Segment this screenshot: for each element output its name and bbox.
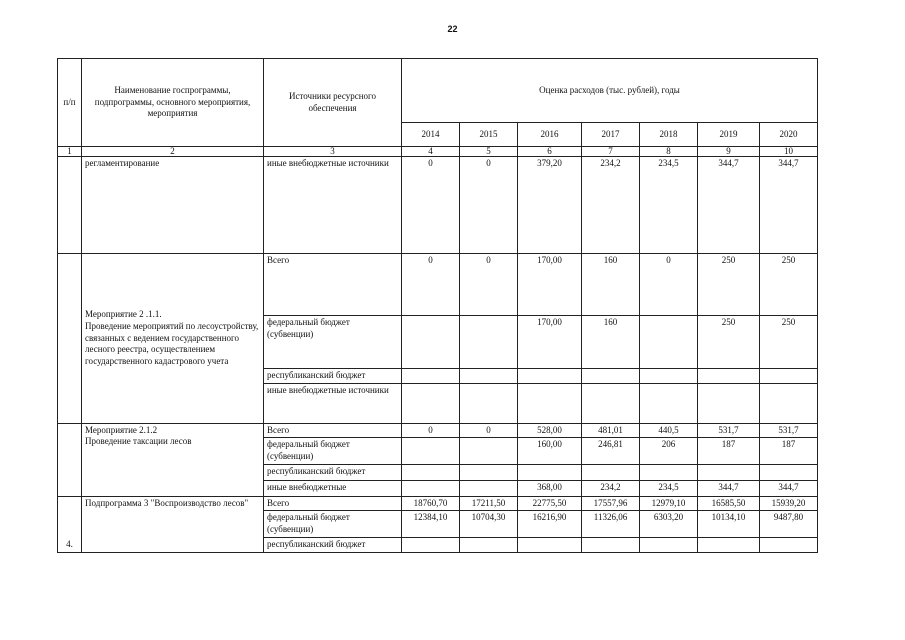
row-name: Мероприятие 2 .1.1. Проведение мероприятий по лесоустройству, связанных с ведением государственного лесного реестра, осуществлением государственного кадастрового учета xyxy=(82,254,264,424)
value-cell xyxy=(760,537,818,552)
index-cell: 4 xyxy=(402,147,460,157)
index-cell: 10 xyxy=(760,147,818,157)
value-cell xyxy=(582,369,640,384)
value-cell: 16216,90 xyxy=(518,511,582,537)
header-costs: Оценка расходов (тыс. рублей), годы xyxy=(402,59,818,123)
value-cell xyxy=(760,464,818,480)
value-cell: 481,01 xyxy=(582,423,640,438)
row-name: Подпрограмма 3 "Воспроизводство лесов" xyxy=(82,496,264,552)
year-2016: 2016 xyxy=(518,123,582,147)
index-cell: 6 xyxy=(518,147,582,157)
value-cell xyxy=(402,438,460,464)
index-cell: 2 xyxy=(82,147,264,157)
row-num: 4. xyxy=(58,496,82,552)
row-source: иные внебюджетные источники xyxy=(264,383,402,423)
value-cell: 0 xyxy=(640,254,698,316)
budget-table xyxy=(57,58,818,553)
year-2017: 2017 xyxy=(582,123,640,147)
value-cell: 250 xyxy=(698,254,760,316)
value-cell: 0 xyxy=(402,157,460,254)
value-cell: 10704,30 xyxy=(460,511,518,537)
value-cell: 250 xyxy=(760,254,818,316)
index-cell: 1 xyxy=(58,147,82,157)
value-cell xyxy=(402,383,460,423)
row-num xyxy=(58,254,82,424)
value-cell: 234,2 xyxy=(582,157,640,254)
value-cell xyxy=(518,369,582,384)
page-number: 22 xyxy=(447,24,458,34)
value-cell: 160,00 xyxy=(518,438,582,464)
table-row xyxy=(58,254,818,316)
value-cell: 234,2 xyxy=(582,480,640,496)
index-cell: 3 xyxy=(264,147,402,157)
value-cell xyxy=(640,383,698,423)
value-cell xyxy=(402,537,460,552)
index-cell: 5 xyxy=(460,147,518,157)
table-row xyxy=(58,423,818,438)
table-row xyxy=(58,496,818,511)
value-cell xyxy=(640,316,698,369)
value-cell xyxy=(582,383,640,423)
value-cell xyxy=(460,464,518,480)
value-cell: 10134,10 xyxy=(698,511,760,537)
value-cell xyxy=(460,480,518,496)
year-2015: 2015 xyxy=(460,123,518,147)
value-cell: 234,5 xyxy=(640,480,698,496)
row-source: федеральный бюджет (субвенции) xyxy=(264,438,402,464)
value-cell: 344,7 xyxy=(698,157,760,254)
value-cell xyxy=(402,369,460,384)
value-cell: 9487,80 xyxy=(760,511,818,537)
value-cell xyxy=(760,383,818,423)
value-cell: 246,81 xyxy=(582,438,640,464)
row-source: республиканский бюджет xyxy=(264,537,402,552)
value-cell xyxy=(402,480,460,496)
value-cell: 379,20 xyxy=(518,157,582,254)
value-cell: 6303,20 xyxy=(640,511,698,537)
value-cell: 344,7 xyxy=(698,480,760,496)
row-source: республиканский бюджет xyxy=(264,464,402,480)
index-cell: 9 xyxy=(698,147,760,157)
row-source: иные внебюджетные xyxy=(264,480,402,496)
value-cell: 531,7 xyxy=(760,423,818,438)
row-name: регламентирование xyxy=(82,157,264,254)
value-cell xyxy=(460,369,518,384)
header-source: Источники ресурсного обеспечения xyxy=(264,59,402,147)
value-cell: 440,5 xyxy=(640,423,698,438)
row-num xyxy=(58,157,82,254)
value-cell: 170,00 xyxy=(518,316,582,369)
value-cell xyxy=(460,316,518,369)
year-2019: 2019 xyxy=(698,123,760,147)
value-cell: 0 xyxy=(402,254,460,316)
value-cell xyxy=(460,438,518,464)
row-num xyxy=(58,423,82,496)
value-cell: 344,7 xyxy=(760,157,818,254)
row-source: Всего xyxy=(264,496,402,511)
value-cell xyxy=(518,537,582,552)
row-source: федеральный бюджет (субвенции) xyxy=(264,511,402,537)
value-cell: 15939,20 xyxy=(760,496,818,511)
row-source: иные внебюджетные источники xyxy=(264,157,402,254)
header-name: Наименование госпрограммы, подпрограммы, основного мероприятия, мероприятия xyxy=(82,59,264,147)
value-cell: 18760,70 xyxy=(402,496,460,511)
value-cell xyxy=(460,383,518,423)
value-cell: 234,5 xyxy=(640,157,698,254)
value-cell: 528,00 xyxy=(518,423,582,438)
value-cell: 12384,10 xyxy=(402,511,460,537)
value-cell: 0 xyxy=(460,254,518,316)
value-cell xyxy=(402,316,460,369)
year-2020: 2020 xyxy=(760,123,818,147)
value-cell: 250 xyxy=(760,316,818,369)
value-cell xyxy=(640,369,698,384)
value-cell: 0 xyxy=(402,423,460,438)
value-cell xyxy=(582,537,640,552)
value-cell: 368,00 xyxy=(518,480,582,496)
value-cell: 187 xyxy=(698,438,760,464)
index-cell: 8 xyxy=(640,147,698,157)
value-cell: 22775,50 xyxy=(518,496,582,511)
value-cell: 11326,06 xyxy=(582,511,640,537)
row-name: Мероприятие 2.1.2 Проведение таксации лесов xyxy=(82,423,264,496)
value-cell xyxy=(698,369,760,384)
row-source: Всего xyxy=(264,423,402,438)
value-cell xyxy=(698,537,760,552)
value-cell xyxy=(640,537,698,552)
value-cell: 0 xyxy=(460,423,518,438)
value-cell xyxy=(402,464,460,480)
value-cell xyxy=(698,464,760,480)
index-cell: 7 xyxy=(582,147,640,157)
value-cell: 17211,50 xyxy=(460,496,518,511)
value-cell: 160 xyxy=(582,316,640,369)
header-num: п/п xyxy=(58,59,82,147)
value-cell xyxy=(640,464,698,480)
value-cell: 206 xyxy=(640,438,698,464)
value-cell xyxy=(460,537,518,552)
value-cell: 12979,10 xyxy=(640,496,698,511)
row-source: республиканский бюджет xyxy=(264,369,402,384)
value-cell: 17557,96 xyxy=(582,496,640,511)
value-cell: 16585,50 xyxy=(698,496,760,511)
value-cell: 0 xyxy=(460,157,518,254)
value-cell xyxy=(518,464,582,480)
table-row xyxy=(58,157,818,254)
value-cell: 531,7 xyxy=(698,423,760,438)
year-2014: 2014 xyxy=(402,123,460,147)
year-2018: 2018 xyxy=(640,123,698,147)
row-source: Всего xyxy=(264,254,402,316)
value-cell xyxy=(518,383,582,423)
value-cell: 187 xyxy=(760,438,818,464)
value-cell xyxy=(582,464,640,480)
value-cell: 170,00 xyxy=(518,254,582,316)
value-cell: 344,7 xyxy=(760,480,818,496)
value-cell: 160 xyxy=(582,254,640,316)
row-source: федеральный бюджет (субвенции) xyxy=(264,316,402,369)
value-cell: 250 xyxy=(698,316,760,369)
value-cell xyxy=(760,369,818,384)
value-cell xyxy=(698,383,760,423)
